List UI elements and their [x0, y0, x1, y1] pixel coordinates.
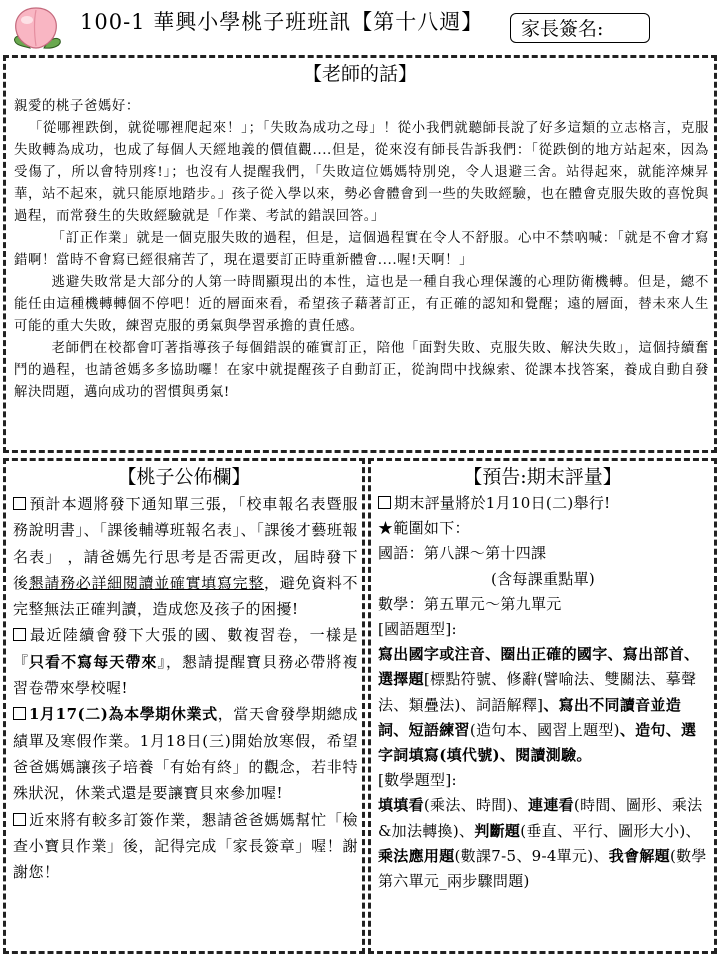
checkbox-icon [13, 497, 26, 510]
scope-label: ★範圍如下： [378, 519, 470, 538]
checkbox-icon [13, 813, 26, 826]
teacher-text [14, 96, 709, 404]
underlined-request: 懇請務必詳細閱讀並確實填寫完整 [28, 573, 265, 592]
page-title: 100-1 華興小學桃子班班訊【第十八週】 [80, 10, 484, 34]
teacher-paragraph-4: 老師們在校都會叮著指導孩子每個錯誤的確實訂正，陪他「面對失敗、克服失敗、解決失敗」，這個持續奮鬥的過程，也請爸媽多多協助囉！在家中就提醒孩子自動訂正，從詢問中找線索、從課本找答案，養成自動自發解決問題，邁向成功的習慣與勇氣! [14, 341, 709, 400]
checkbox-icon [378, 496, 391, 509]
exam-preview-section [368, 458, 717, 954]
teacher-paragraph-1: 「從哪裡跌倒，就從哪裡爬起來！」；「失敗為成功之母」！從小我們就聽師長說了好多這類的立志格言，克服失敗轉為成功，也成了每個人天經地義的價值觀....但是，從來沒有師長告訴我們：「從跌倒的地方站起來，因為受傷了，所以會特別疼!」；也沒有人提醒我們，「失敗這位媽媽特別兇，令人退避三舍。站得起來，就能淬煉昇華，站不起來，就只能原地踏步。」孩子從入學以來，勢必會體會到一些的失敗經驗，也在體會克服失敗的喜悅與過程，而常發生的失敗經驗就是「作業、考試的錯誤回答。」 [14, 121, 709, 224]
teacher-words-section [3, 55, 717, 453]
notice-item-2: 最近陸續會發下大張的國、數複習卷，一樣是『只看不寫每天帶來』，懇請提醒寶貝務必帶將複習卷帶來學校喔! [13, 626, 358, 698]
notice-item-1: 預計本週將發下通知單三張，「校車報名表暨服務說明書」、「課後輔導班報名表」、「課後才藝班報名表」 ，請爸媽先行思考是否需更改，屆時發下後懇請務必詳細閱讀並確實填寫完整，避免資料不完整無法正確判讀，造成您及孩子的困擾! [13, 495, 358, 619]
notice-heading: 【桃子公佈欄】 [117, 466, 251, 488]
chinese-scope-note: (含每課重點單) [490, 569, 596, 588]
notice-item-3: 1月17(二)為本學期休業式，當天會發學期總成績單及寒假作業。1月18日(三)開始放寒假，希望爸爸媽媽讓孩子培養「有始有終」的觀念，若非特殊狀況，休業式還是要讓寶貝來參加喔! [13, 705, 358, 803]
teacher-paragraph-2: 「訂正作業」就是一個克服失敗的過程，但是，這個過程實在令人不舒服。心中不禁吶喊：「就是不會才寫錯啊！當時不會寫已經很痛苦了，現在還要訂正時重新體會....喔!天啊！」 [14, 231, 709, 268]
notice-board-section [3, 458, 365, 954]
checkbox-icon [13, 707, 26, 720]
preview-text [378, 491, 708, 894]
teacher-heading: 【老師的話】 [302, 63, 417, 85]
teacher-paragraph-3: 逃避失敗常是大部分的人第一時間顯現出的本性，這也是一種自我心理保護的心理防衛機轉。但是，總不能任由這種機轉轉個不停吧！近的層面來看，希望孩子藉著訂正，有正確的認知和覺醒；遠的層面，替未來人生可能的重大失敗，練習克服的勇氣與學習承擔的責任感。 [14, 275, 709, 334]
math-scope: 數學：第五單元～第九單元 [378, 594, 562, 613]
exam-date-line: 期末評量將於1月10日(二)舉行! [378, 491, 708, 516]
notice-text [13, 491, 358, 885]
parent-signature-box: 家長簽名: [510, 13, 650, 43]
peach-logo-icon [8, 2, 64, 56]
chinese-scope: 國語：第八課～第十四課 [378, 544, 547, 563]
chinese-types: 寫出國字或注音、圈出正確的國字、寫出部首、選擇題[標點符號、修辭(譬喻法、雙關法、摹聲法、類疊法)、詞語解釋]、寫出不同讀音並造詞、短語練習(造句本、國習上題型)、造句、選字詞填寫(填代號)、閱讀測驗。 [378, 645, 700, 765]
chinese-types-label: [國語題型]: [378, 620, 457, 639]
notice-item-4: 近來將有較多訂簽作業，懇請爸爸媽媽幫忙「檢查小寶貝作業」後，記得完成「家長簽章」喔！謝謝您！ [13, 810, 358, 882]
teacher-greeting: 親愛的桃子爸媽好： [14, 99, 140, 114]
checkbox-icon [13, 628, 26, 641]
preview-heading: 【預告:期末評量】 [463, 466, 622, 488]
math-types: 填填看(乘法、時間)、連連看(時間、圖形、乘法&加法轉換)、判斷題(垂直、平行、圖形大小)、乘法應用題(數課7-5、9-4單元)、我會解題(數學第六單元_兩步驟問題) [378, 796, 707, 891]
math-types-label: [數學題型]: [378, 771, 457, 790]
